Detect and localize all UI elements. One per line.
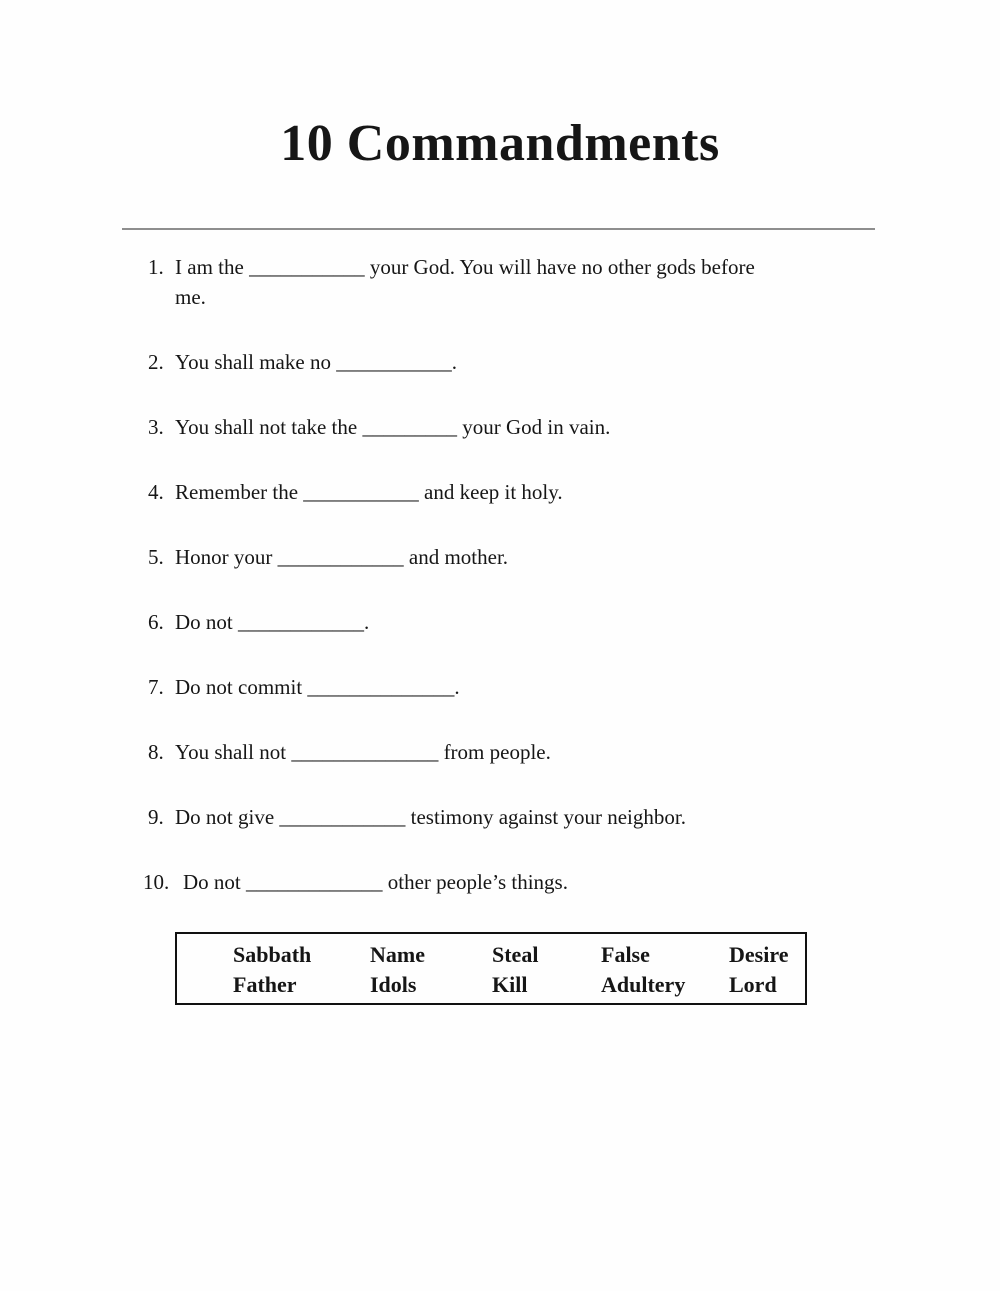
list-item-4 xyxy=(148,477,940,507)
list-item-3 xyxy=(148,412,940,442)
item-text-post: testimony against your neighbor. xyxy=(405,805,686,829)
item-text-pre: Do not xyxy=(175,610,238,634)
item-text-pre: You shall make no xyxy=(175,350,337,374)
word-bank-word: Lord xyxy=(729,972,777,997)
item-text-post: your God. You will have no other gods before xyxy=(364,255,755,279)
item-text xyxy=(175,477,940,507)
word-bank-box xyxy=(175,932,807,1005)
item-text-post: other people’s things. xyxy=(382,870,568,894)
answer-blank-1[interactable]: ___________ xyxy=(249,255,365,279)
item-number: 9. xyxy=(148,805,164,829)
item-text-post: . xyxy=(364,610,370,634)
item-text xyxy=(175,607,940,637)
item-text xyxy=(175,672,940,702)
item-text xyxy=(175,542,940,572)
item-text-post: and mother. xyxy=(403,545,509,569)
item-text-post: and keep it holy. xyxy=(418,480,563,504)
list-item-2 xyxy=(148,347,940,377)
item-text-pre: Honor your xyxy=(175,545,278,569)
item-text-pre: Remember the xyxy=(175,480,304,504)
item-number: 4. xyxy=(148,480,164,504)
item-number: 6. xyxy=(148,610,164,634)
item-text xyxy=(175,737,940,767)
list-item-1 xyxy=(148,252,940,312)
item-number: 10. xyxy=(143,870,170,894)
item-number: 5. xyxy=(148,545,164,569)
answer-blank-9[interactable]: ____________ xyxy=(279,805,406,829)
answer-blank-3[interactable]: _________ xyxy=(362,415,457,439)
list-item-8 xyxy=(148,737,940,767)
answer-blank-8[interactable]: ______________ xyxy=(291,740,439,764)
item-text-pre: You shall not take the xyxy=(175,415,363,439)
item-number: 2. xyxy=(148,350,164,374)
list-item-9 xyxy=(148,802,940,832)
list-item-6 xyxy=(148,607,940,637)
word-bank-word: Idols xyxy=(370,972,417,997)
item-text-post: . xyxy=(451,350,457,374)
item-text xyxy=(175,252,940,312)
answer-blank-5[interactable]: ____________ xyxy=(277,545,404,569)
word-bank-word: Father xyxy=(233,972,297,997)
item-text-pre: I am the xyxy=(175,255,250,279)
word-bank-word: Steal xyxy=(492,942,539,967)
item-text xyxy=(175,412,940,442)
item-text xyxy=(175,347,940,377)
commandments-list xyxy=(0,252,1000,897)
item-text-post: from people. xyxy=(438,740,551,764)
item-number: 7. xyxy=(148,675,164,699)
answer-blank-7[interactable]: ______________ xyxy=(307,675,455,699)
answer-blank-4[interactable]: ___________ xyxy=(303,480,419,504)
answer-blank-2[interactable]: ___________ xyxy=(336,350,452,374)
answer-blank-10[interactable]: _____________ xyxy=(246,870,383,894)
word-bank-word: Name xyxy=(370,942,425,967)
page-title: 10 Commandments xyxy=(280,115,720,172)
item-text xyxy=(175,802,940,832)
list-item-10 xyxy=(143,867,940,897)
list-item-5 xyxy=(148,542,940,572)
divider-line xyxy=(122,228,875,230)
item-number: 3. xyxy=(148,415,164,439)
item-text-pre: Do not xyxy=(183,870,246,894)
word-bank-word: Kill xyxy=(492,972,528,997)
item-text-post: . xyxy=(454,675,460,699)
item-text xyxy=(183,867,940,897)
item-text-pre: You shall not xyxy=(175,740,292,764)
item-number: 8. xyxy=(148,740,164,764)
word-bank-word: Adultery xyxy=(601,972,686,997)
list-item-7 xyxy=(148,672,940,702)
item-text-post: your God in vain. xyxy=(456,415,611,439)
item-text-line2: me. xyxy=(175,285,206,309)
answer-blank-6[interactable]: ____________ xyxy=(238,610,364,634)
word-bank-word: False xyxy=(601,942,650,967)
item-number: 1. xyxy=(148,255,164,279)
item-text-pre: Do not give xyxy=(175,805,280,829)
item-text-pre: Do not commit xyxy=(175,675,308,699)
word-bank-word: Desire xyxy=(729,942,789,967)
word-bank-word: Sabbath xyxy=(233,942,312,967)
